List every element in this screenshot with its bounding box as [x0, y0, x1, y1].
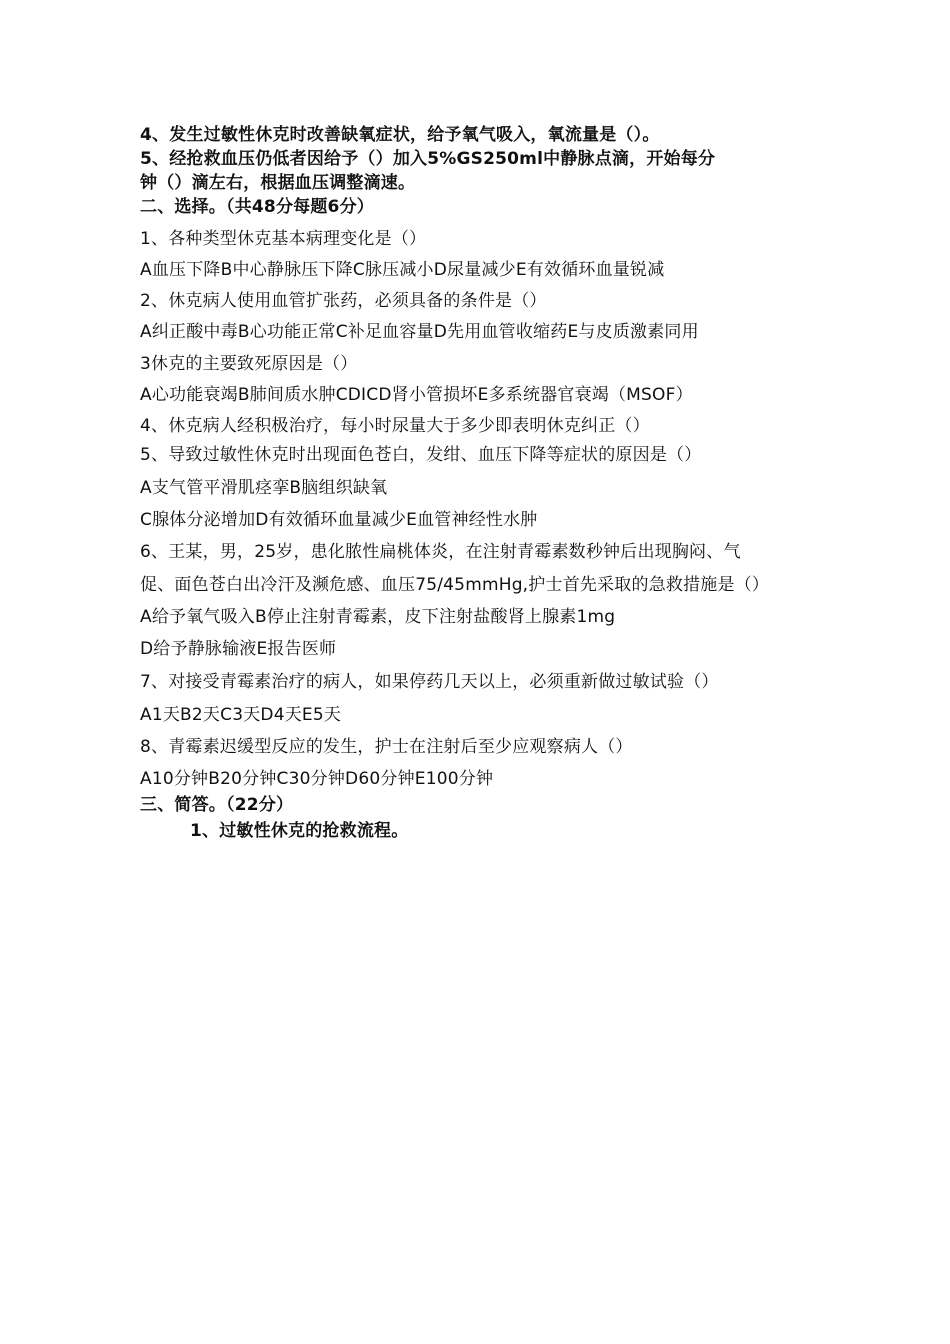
choice-question-2: 2、休克病人使用血管扩张药，必须具备的条件是（） — [140, 291, 547, 311]
choice-question-8-options: A10分钟B20分钟C30分钟D60分钟E100分钟 — [140, 769, 494, 789]
choice-question-6-options-line-2: D给予静脉输液E报告医师 — [140, 639, 337, 659]
choice-question-3-options: A心功能衰竭B肺间质水肿CDICD肾小管损坏E多系统器官衰竭（MSOF） — [140, 385, 693, 405]
choice-question-6-line-2: 促、面色苍白出冷汗及濒危感、血压75/45mmHg,护士首先采取的急救措施是（） — [140, 575, 770, 595]
fill-blank-question-5-line-1: 5、经抢救血压仍低者因给予（）加入5%GS250ml中静脉点滴，开始每分 — [140, 149, 716, 169]
short-answer-question-1: 1、过敏性休克的抢救流程。 — [190, 821, 409, 841]
choice-question-1: 1、各种类型休克基本病理变化是（） — [140, 229, 427, 249]
choice-question-5-options-line-2: C腺体分泌增加D有效循环血量减少E血管神经性水肿 — [140, 510, 538, 530]
choice-question-8: 8、青霉素迟缓型反应的发生，护士在注射后至少应观察病人（） — [140, 737, 633, 757]
choice-question-4: 4、休克病人经积极治疗，每小时尿量大于多少即表明休克纠正（） — [140, 416, 650, 436]
short-answer-heading: 三、简答。（22分） — [140, 795, 294, 815]
choice-section-heading: 二、选择。（共48分每题6分） — [140, 197, 374, 217]
choice-question-5: 5、导致过敏性休克时出现面色苍白，发绀、血压下降等症状的原因是（） — [140, 445, 702, 465]
choice-question-1-options: A血压下降B中心静脉压下降C脉压减小D尿量减少E有效循环血量锐减 — [140, 260, 665, 280]
choice-question-6-options-line-1: A给予氧气吸入B停止注射青霉素，皮下注射盐酸肾上腺素1mg — [140, 607, 616, 627]
choice-question-5-options-line-1: A支气管平滑肌痉挛B脑组织缺氧 — [140, 478, 388, 498]
fill-blank-question-4: 4、发生过敏性休克时改善缺氧症状，给予氧气吸入，氧流量是（）。 — [140, 125, 660, 145]
choice-question-7-options: A1天B2天C3天D4天E5天 — [140, 705, 342, 725]
choice-question-7: 7、对接受青霉素治疗的病人，如果停药几天以上，必须重新做过敏试验（） — [140, 672, 719, 692]
choice-question-2-options: A纠正酸中毒B心功能正常C补足血容量D先用血管收缩药E与皮质激素同用 — [140, 322, 699, 342]
choice-question-3: 3休克的主要致死原因是（） — [140, 354, 358, 374]
fill-blank-question-5-line-2: 钟（）滴左右，根据血压调整滴速。 — [140, 173, 416, 193]
choice-question-6-line-1: 6、王某，男，25岁，患化脓性扁桃体炎，在注射青霉素数秒钟后出现胸闷、气 — [140, 542, 741, 562]
